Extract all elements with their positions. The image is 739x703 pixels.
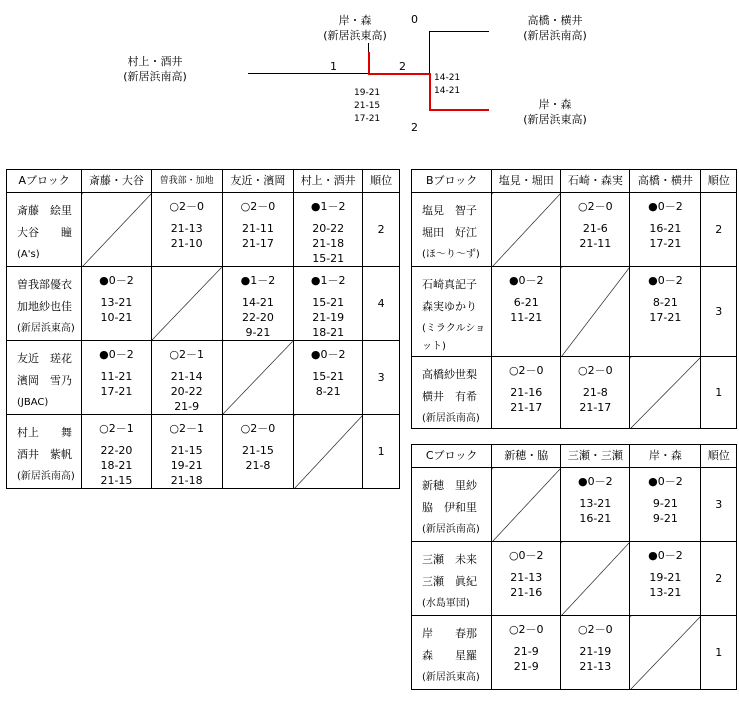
match-result: ●0－2 <box>578 475 613 488</box>
player-name: 村上 舞 <box>17 426 72 439</box>
player-cell <box>7 415 82 489</box>
header-row <box>412 170 737 193</box>
header-cell: 順位 <box>701 170 737 193</box>
match-cell <box>492 616 561 690</box>
rank-cell: 1 <box>701 357 737 429</box>
match-cell <box>82 341 151 415</box>
bracket-win-line <box>368 73 430 75</box>
player-name: 濱岡 雪乃 <box>17 374 72 387</box>
match-cell <box>561 468 630 542</box>
game-score: 21-13 <box>510 571 543 584</box>
bracket-label-2: 2 <box>399 60 406 73</box>
game-score: 9-21 <box>652 512 678 525</box>
rank-cell: 1 <box>701 616 737 690</box>
match-result: ●0－2 <box>99 274 134 287</box>
game-score: 21-13 <box>170 222 203 235</box>
game-score: 10-21 <box>100 311 133 324</box>
match-result: ○2－0 <box>578 364 613 377</box>
game-score: 13-21 <box>579 497 612 510</box>
bracket-label-0: 0 <box>411 13 418 26</box>
header-cell: 塩見・堀田 <box>492 170 561 193</box>
team-name: (新居浜南高) <box>422 413 480 424</box>
game-score: 8-21 <box>315 385 341 398</box>
header-cell: 三瀬・三瀬 <box>561 445 630 468</box>
game-score: 21-6 <box>582 222 608 235</box>
player-cell <box>412 468 492 542</box>
game-score: 18-21 <box>100 459 133 472</box>
team-name: (JBAC) <box>17 397 49 408</box>
semi-score: 17-21 <box>354 114 381 124</box>
game-score: 13-21 <box>649 586 682 599</box>
header-row <box>7 170 400 193</box>
rank-cell: 3 <box>701 468 737 542</box>
bracket-right-top-team: (新居浜南高) <box>523 29 587 42</box>
table-row <box>7 193 400 267</box>
team-name: (A's) <box>17 249 40 260</box>
header-cell: 岸・森 <box>630 445 701 468</box>
game-score: 21-9 <box>513 645 539 658</box>
match-cell <box>561 616 630 690</box>
bracket-win-line <box>429 73 431 110</box>
header-row <box>412 445 737 468</box>
player-name: 岸 春那 <box>422 627 477 640</box>
match-result: ●0－2 <box>310 348 346 361</box>
match-cell <box>294 341 363 415</box>
table-row <box>412 193 737 267</box>
bracket-label-2b: 2 <box>411 121 418 134</box>
game-score: 21-8 <box>245 459 271 472</box>
match-result: ●0－2 <box>648 549 683 562</box>
match-cell <box>294 267 363 341</box>
game-score: 21-18 <box>312 237 345 250</box>
game-score: 17-21 <box>100 385 133 398</box>
self-match-cell <box>630 616 701 690</box>
match-cell <box>492 542 561 616</box>
player-cell <box>7 193 82 267</box>
game-score: 17-21 <box>649 311 682 324</box>
rank-cell: 3 <box>701 267 737 357</box>
bracket-right-bottom-names: 岸・森 <box>538 98 572 111</box>
team-name: (新居浜南高) <box>17 471 75 482</box>
final-score: 14-21 <box>434 86 461 96</box>
block-b-table <box>411 169 737 429</box>
player-cell <box>7 267 82 341</box>
game-score: 21-16 <box>510 586 543 599</box>
header-cell: 新穂・脇 <box>492 445 561 468</box>
self-match-cell <box>492 468 561 542</box>
match-result: ○2－1 <box>169 422 204 435</box>
semi-score: 19-21 <box>354 88 381 98</box>
game-score: 19-21 <box>649 571 682 584</box>
header-cell: 斎藤・大谷 <box>82 170 151 193</box>
player-name: 高橋紗世梨 <box>422 368 477 381</box>
game-score: 21-19 <box>579 645 612 658</box>
team-name: (ミラクルショット) <box>422 323 486 352</box>
game-score: 21-17 <box>241 237 274 250</box>
match-result: ○2－0 <box>240 422 276 435</box>
match-cell <box>151 341 222 415</box>
game-score: 21-11 <box>579 237 612 250</box>
header-cell: 友近・濱岡 <box>222 170 293 193</box>
rank-cell: 4 <box>363 267 400 341</box>
match-cell <box>151 415 222 489</box>
table-row <box>412 267 737 357</box>
player-cell <box>412 616 492 690</box>
match-result: ○2－0 <box>508 623 544 636</box>
match-cell <box>630 193 701 267</box>
self-match-cell <box>294 415 363 489</box>
match-cell <box>630 267 701 357</box>
game-score: 21-14 <box>170 370 203 383</box>
match-cell <box>82 415 151 489</box>
player-name: 堀田 好江 <box>422 226 477 239</box>
match-result: ●0－2 <box>648 475 683 488</box>
bracket-line <box>429 31 489 32</box>
table-row <box>7 267 400 341</box>
game-score: 19-21 <box>170 459 203 472</box>
game-score: 21-15 <box>100 474 133 487</box>
bracket-win-line <box>368 52 370 74</box>
player-name: 三瀬 未来 <box>422 553 477 566</box>
match-result: ○2－0 <box>578 200 613 213</box>
team-name: (ほ～り～ず) <box>422 249 480 260</box>
game-score: 22-20 <box>241 311 274 324</box>
player-name: 加地紗也佳 <box>17 300 72 313</box>
bracket-top-team: (新居浜東高) <box>323 29 387 42</box>
self-match-cell <box>561 267 630 357</box>
game-score: 16-21 <box>649 222 682 235</box>
bracket-top-names: 岸・森 <box>338 14 372 27</box>
match-cell <box>630 468 701 542</box>
rank-cell: 2 <box>701 193 737 267</box>
game-score: 21-15 <box>170 444 203 457</box>
bracket-right-top-names: 高橋・横井 <box>527 14 583 27</box>
table-row <box>412 468 737 542</box>
game-score: 21-13 <box>579 660 612 673</box>
game-score: 8-21 <box>652 296 678 309</box>
match-cell <box>294 193 363 267</box>
game-score: 21-8 <box>582 386 608 399</box>
player-name: 石崎真記子 <box>422 278 477 291</box>
team-name: (水島軍団) <box>422 598 470 609</box>
match-cell <box>630 542 701 616</box>
game-score: 15-21 <box>312 252 345 265</box>
player-name: 友近 瑳花 <box>17 352 72 365</box>
table-row <box>7 341 400 415</box>
table-row <box>412 357 737 429</box>
player-name: 横井 有希 <box>422 390 477 403</box>
rank-cell: 2 <box>701 542 737 616</box>
game-score: 14-21 <box>241 296 274 309</box>
header-cell: 曽我部・加地 <box>151 170 222 193</box>
header-cell: 石崎・森実 <box>561 170 630 193</box>
player-name: 曽我部優衣 <box>17 278 72 291</box>
self-match-cell <box>492 193 561 267</box>
match-cell <box>222 193 293 267</box>
table-row <box>412 542 737 616</box>
player-cell <box>412 267 492 357</box>
bracket-line <box>248 73 368 74</box>
header-cell: 高橋・横井 <box>630 170 701 193</box>
final-score: 14-21 <box>434 73 461 83</box>
player-name: 森実ゆかり <box>422 300 477 313</box>
match-result: ○2－0 <box>578 623 613 636</box>
team-name: (新居浜東高) <box>17 323 75 334</box>
header-cell: 順位 <box>363 170 400 193</box>
game-score: 20-22 <box>312 222 345 235</box>
game-score: 17-21 <box>649 237 682 250</box>
bracket-line <box>429 31 430 73</box>
player-name: 大谷 瞳 <box>17 226 72 239</box>
match-result: ○2－1 <box>169 348 204 361</box>
match-cell <box>561 357 630 429</box>
player-name: 酒井 紫帆 <box>17 448 72 461</box>
game-score: 9-21 <box>652 497 678 510</box>
game-score: 20-22 <box>170 385 203 398</box>
match-cell <box>151 193 222 267</box>
player-name: 森 星羅 <box>422 649 477 662</box>
player-cell <box>412 357 492 429</box>
block-a-table <box>6 169 400 489</box>
rank-cell: 3 <box>363 341 400 415</box>
match-result: ●1－2 <box>310 200 346 213</box>
bracket-left-names: 村上・酒井 <box>127 55 183 68</box>
table-row <box>412 616 737 690</box>
match-cell <box>222 267 293 341</box>
game-score: 21-19 <box>312 311 345 324</box>
self-match-cell <box>561 542 630 616</box>
game-score: 21-11 <box>241 222 274 235</box>
team-name: (新居浜南高) <box>422 524 480 535</box>
header-cell: Cブロック <box>412 445 492 468</box>
player-name: 斎藤 絵里 <box>17 204 72 217</box>
game-score: 11-21 <box>100 370 133 383</box>
header-cell: 順位 <box>701 445 737 468</box>
match-cell <box>492 267 561 357</box>
self-match-cell <box>151 267 222 341</box>
match-result: ●0－2 <box>648 274 683 287</box>
match-result: ●0－2 <box>99 348 134 361</box>
match-cell <box>82 267 151 341</box>
game-score: 6-21 <box>513 296 539 309</box>
player-name: 新穂 里紗 <box>422 479 477 492</box>
bracket-left-team: (新居浜南高) <box>123 70 187 83</box>
player-name: 三瀬 眞紀 <box>422 575 477 588</box>
game-score: 9-21 <box>245 326 271 339</box>
match-result: ○2－0 <box>240 200 276 213</box>
header-cell: 村上・酒井 <box>294 170 363 193</box>
match-cell <box>561 193 630 267</box>
game-score: 18-21 <box>312 326 345 339</box>
self-match-cell <box>630 357 701 429</box>
self-match-cell <box>222 341 293 415</box>
match-result: ●0－2 <box>508 274 544 287</box>
rank-cell: 1 <box>363 415 400 489</box>
block-c-table <box>411 444 737 690</box>
player-cell <box>412 542 492 616</box>
bracket-win-line <box>429 109 489 111</box>
match-result: ○2－0 <box>169 200 204 213</box>
header-cell: Aブロック <box>7 170 82 193</box>
match-cell <box>492 357 561 429</box>
game-score: 21-9 <box>174 400 200 413</box>
game-score: 21-17 <box>579 401 612 414</box>
game-score: 22-20 <box>100 444 133 457</box>
match-result: ○0－2 <box>508 549 544 562</box>
player-cell <box>412 193 492 267</box>
bracket-label-1: 1 <box>330 60 337 73</box>
self-match-cell <box>82 193 151 267</box>
game-score: 13-21 <box>100 296 133 309</box>
match-result: ○2－0 <box>508 364 544 377</box>
player-cell <box>7 341 82 415</box>
match-result: ○2－1 <box>99 422 134 435</box>
game-score: 21-9 <box>513 660 539 673</box>
game-score: 21-18 <box>170 474 203 487</box>
game-score: 15-21 <box>312 370 345 383</box>
player-name: 塩見 智子 <box>422 204 477 217</box>
game-score: 21-16 <box>510 386 543 399</box>
game-score: 15-21 <box>312 296 345 309</box>
rank-cell: 2 <box>363 193 400 267</box>
bracket-right-bottom-team: (新居浜東高) <box>523 113 587 126</box>
match-result: ●1－2 <box>240 274 276 287</box>
game-score: 16-21 <box>579 512 612 525</box>
game-score: 21-10 <box>170 237 203 250</box>
team-name: (新居浜東高) <box>422 672 480 683</box>
game-score: 11-21 <box>510 311 543 324</box>
match-result: ●0－2 <box>648 200 683 213</box>
semi-score: 21-15 <box>354 101 381 111</box>
player-name: 脇 伊和里 <box>422 501 477 514</box>
table-row <box>7 415 400 489</box>
match-cell <box>222 415 293 489</box>
game-score: 21-17 <box>510 401 543 414</box>
header-cell: Bブロック <box>412 170 492 193</box>
match-result: ●1－2 <box>310 274 346 287</box>
game-score: 21-15 <box>241 444 274 457</box>
